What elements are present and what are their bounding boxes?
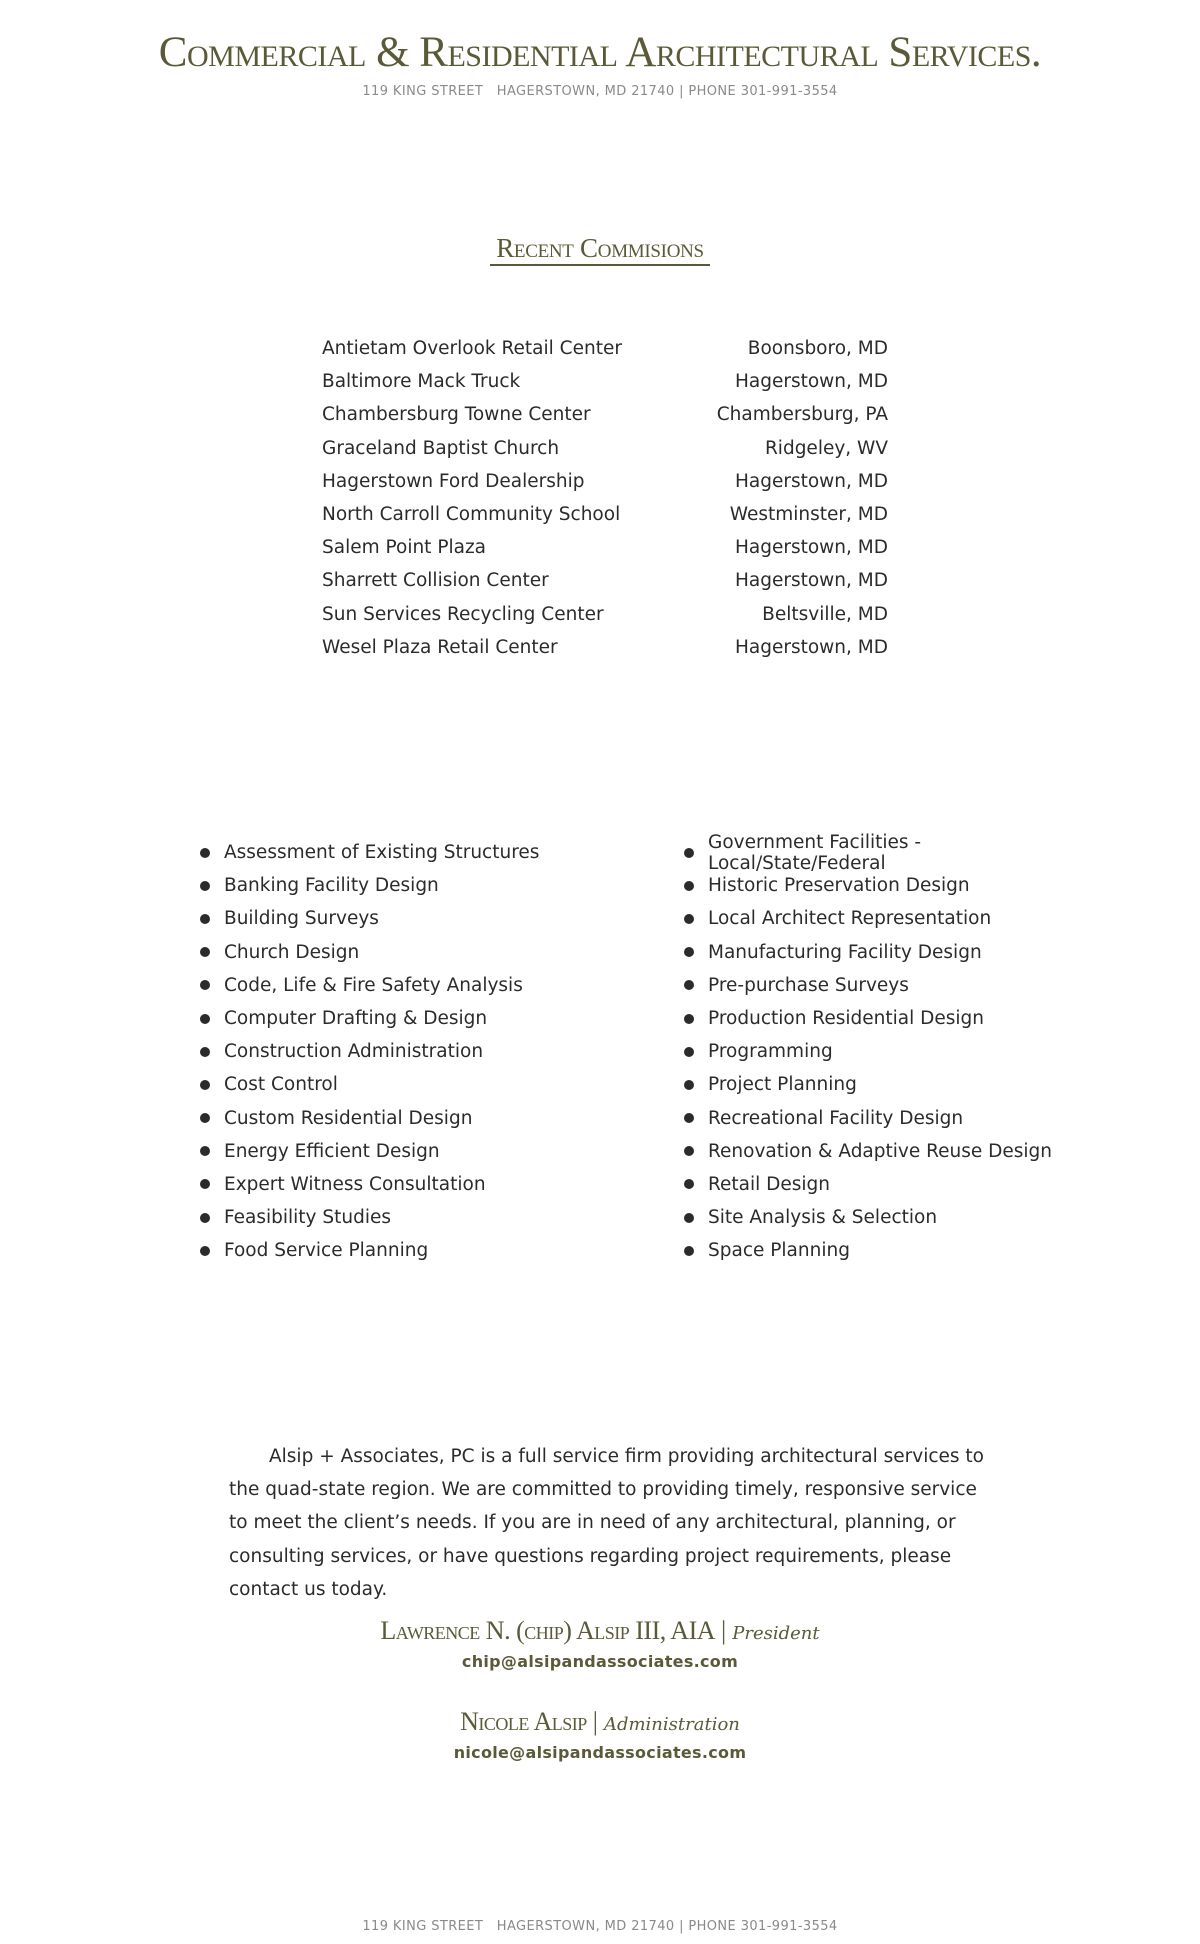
service-item [684, 869, 1100, 902]
commission-name: Chambersburg Towne Center [322, 404, 591, 426]
commission-name: Wesel Plaza Retail Center [322, 636, 558, 658]
service-item [200, 1102, 684, 1135]
commission-row [322, 598, 888, 631]
commission-location: Chambersburg, PA [716, 404, 888, 426]
bullet-icon [684, 881, 694, 891]
footer-address: 119 KING STREET HAGERSTOWN, MD 21740 | PHONE 301-991-3554 [362, 1919, 838, 1934]
bullet-icon [200, 1113, 210, 1123]
bullet-icon [200, 1080, 210, 1090]
commission-name: Graceland Baptist Church [322, 437, 560, 459]
commission-name: Salem Point Plaza [322, 537, 486, 559]
bullet-icon [684, 1047, 694, 1057]
service-item [684, 1035, 1100, 1068]
service-label: Project Planning [708, 1074, 857, 1096]
bullet-icon [684, 1146, 694, 1156]
service-label: Construction Administration [224, 1041, 484, 1063]
service-label: Custom Residential Design [224, 1107, 473, 1129]
contact-block-administration [0, 1707, 1200, 1762]
commission-row [322, 332, 888, 365]
bullet-icon [200, 881, 210, 891]
service-item [200, 869, 684, 902]
bullet-icon [684, 848, 694, 858]
header-address: 119 KING STREET HAGERSTOWN, MD 21740 | PHONE 301-991-3554 [362, 84, 838, 99]
bullet-icon [200, 947, 210, 957]
bullet-icon [684, 947, 694, 957]
commission-row [322, 365, 888, 398]
service-label: Site Analysis & Selection [708, 1207, 938, 1229]
service-item [200, 902, 684, 935]
commission-location: Hagerstown, MD [734, 636, 888, 658]
commission-name: Baltimore Mack Truck [322, 371, 521, 393]
contact-separator: | [721, 1616, 727, 1645]
commission-row [322, 564, 888, 597]
bullet-icon [684, 980, 694, 990]
bullet-icon [200, 1246, 210, 1256]
service-label: Assessment of Existing Structures [224, 842, 540, 864]
service-item [200, 1135, 684, 1168]
service-item [684, 1135, 1100, 1168]
service-item [684, 969, 1100, 1002]
service-item [684, 1002, 1100, 1035]
service-label: Energy Efficient Design [224, 1140, 440, 1162]
bullet-icon [200, 980, 210, 990]
commission-location: Hagerstown, MD [734, 537, 888, 559]
service-item [684, 1234, 1100, 1267]
contact-role: Administration [603, 1714, 740, 1735]
service-item [200, 1234, 684, 1267]
contact-name: Lawrence N. (chip) Alsip III, AIA [380, 1616, 716, 1645]
service-item [200, 1035, 684, 1068]
contact-role: President [732, 1623, 820, 1644]
commission-row [322, 631, 888, 664]
service-item [684, 936, 1100, 969]
service-item [200, 1002, 684, 1035]
commission-row [322, 498, 888, 531]
contact-name: Nicole Alsip [460, 1707, 587, 1736]
service-label: Recreational Facility Design [708, 1107, 964, 1129]
contact-email-link[interactable]: chip@alsipandassociates.com [461, 1652, 739, 1671]
service-item [684, 902, 1100, 935]
bullet-icon [684, 1179, 694, 1189]
service-item [684, 1168, 1100, 1201]
bullet-icon [200, 1014, 210, 1024]
service-label: Space Planning [708, 1240, 850, 1262]
service-item [684, 1102, 1100, 1135]
service-label: Renovation & Adaptive Reuse Design [708, 1140, 1053, 1162]
commission-row [322, 432, 888, 465]
commission-location: Hagerstown, MD [734, 371, 888, 393]
service-label: Manufacturing Facility Design [708, 941, 982, 963]
bullet-icon [684, 914, 694, 924]
service-item [684, 1068, 1100, 1101]
bullet-icon [200, 1146, 210, 1156]
contact-email-link[interactable]: nicole@alsipandassociates.com [453, 1743, 747, 1762]
commission-row [322, 398, 888, 431]
bullet-icon [684, 1213, 694, 1223]
service-label: Building Surveys [224, 908, 379, 930]
services-column-left [200, 836, 684, 1267]
service-label: Retail Design [708, 1173, 831, 1195]
commission-name: Sharrett Collision Center [322, 570, 549, 592]
about-paragraph: Alsip + Associates, PC is a full service firm providing architectural services to the quad-state region. We are committed to providing timely, responsive service to meet the client’s needs. If you are in need of any architectural, planning, or consulting services, or have questions regarding project requirements, please contact us today. [229, 1446, 984, 1600]
commission-name: Antietam Overlook Retail Center [322, 338, 622, 360]
recent-commissions-heading [0, 233, 1200, 266]
service-item [684, 1201, 1100, 1234]
commission-row [322, 465, 888, 498]
service-item [200, 836, 684, 869]
bullet-icon [200, 848, 210, 858]
service-label: Government Facilities - Local/State/Federal [708, 831, 922, 874]
bullet-icon [684, 1014, 694, 1024]
service-item [200, 936, 684, 969]
contact-separator: | [592, 1707, 598, 1736]
commission-row [322, 531, 888, 564]
services-column-right [684, 831, 1100, 1267]
bullet-icon [200, 914, 210, 924]
service-label: Pre-purchase Surveys [708, 974, 909, 996]
recent-commissions-title: Recent Commisions [490, 233, 710, 266]
bullet-icon [684, 1080, 694, 1090]
bullet-icon [684, 1113, 694, 1123]
service-label: Banking Facility Design [224, 875, 439, 897]
service-item [200, 1168, 684, 1201]
service-label: Local Architect Representation [708, 908, 992, 930]
service-label: Food Service Planning [224, 1240, 429, 1262]
commission-location: Ridgeley, WV [764, 437, 888, 459]
service-label: Feasibility Studies [224, 1207, 391, 1229]
commission-name: North Carroll Community School [322, 504, 621, 526]
service-item [200, 969, 684, 1002]
service-label: Historic Preservation Design [708, 875, 970, 897]
commission-location: Beltsville, MD [762, 603, 888, 625]
service-label: Church Design [224, 941, 360, 963]
service-label: Production Residential Design [708, 1008, 984, 1030]
bullet-icon [200, 1047, 210, 1057]
service-label: Code, Life & Fire Safety Analysis [224, 974, 523, 996]
service-label: Programming [708, 1041, 833, 1063]
contact-block-president [0, 1616, 1200, 1671]
commission-location: Westminster, MD [729, 504, 888, 526]
bullet-icon [684, 1246, 694, 1256]
commission-location: Hagerstown, MD [734, 470, 888, 492]
commission-location: Hagerstown, MD [734, 570, 888, 592]
commissions-list [322, 332, 888, 664]
service-item [200, 1201, 684, 1234]
commission-name: Hagerstown Ford Dealership [322, 470, 585, 492]
site-title: Commercial & Residential Architectural Services. [158, 29, 1042, 76]
service-label: Computer Drafting & Design [224, 1008, 488, 1030]
service-item [684, 831, 1100, 874]
service-item [200, 1068, 684, 1101]
commission-name: Sun Services Recycling Center [322, 603, 604, 625]
service-label: Expert Witness Consultation [224, 1173, 486, 1195]
services-list [200, 831, 1100, 1267]
commission-location: Boonsboro, MD [747, 338, 888, 360]
bullet-icon [200, 1213, 210, 1223]
bullet-icon [200, 1179, 210, 1189]
service-label: Cost Control [224, 1074, 338, 1096]
